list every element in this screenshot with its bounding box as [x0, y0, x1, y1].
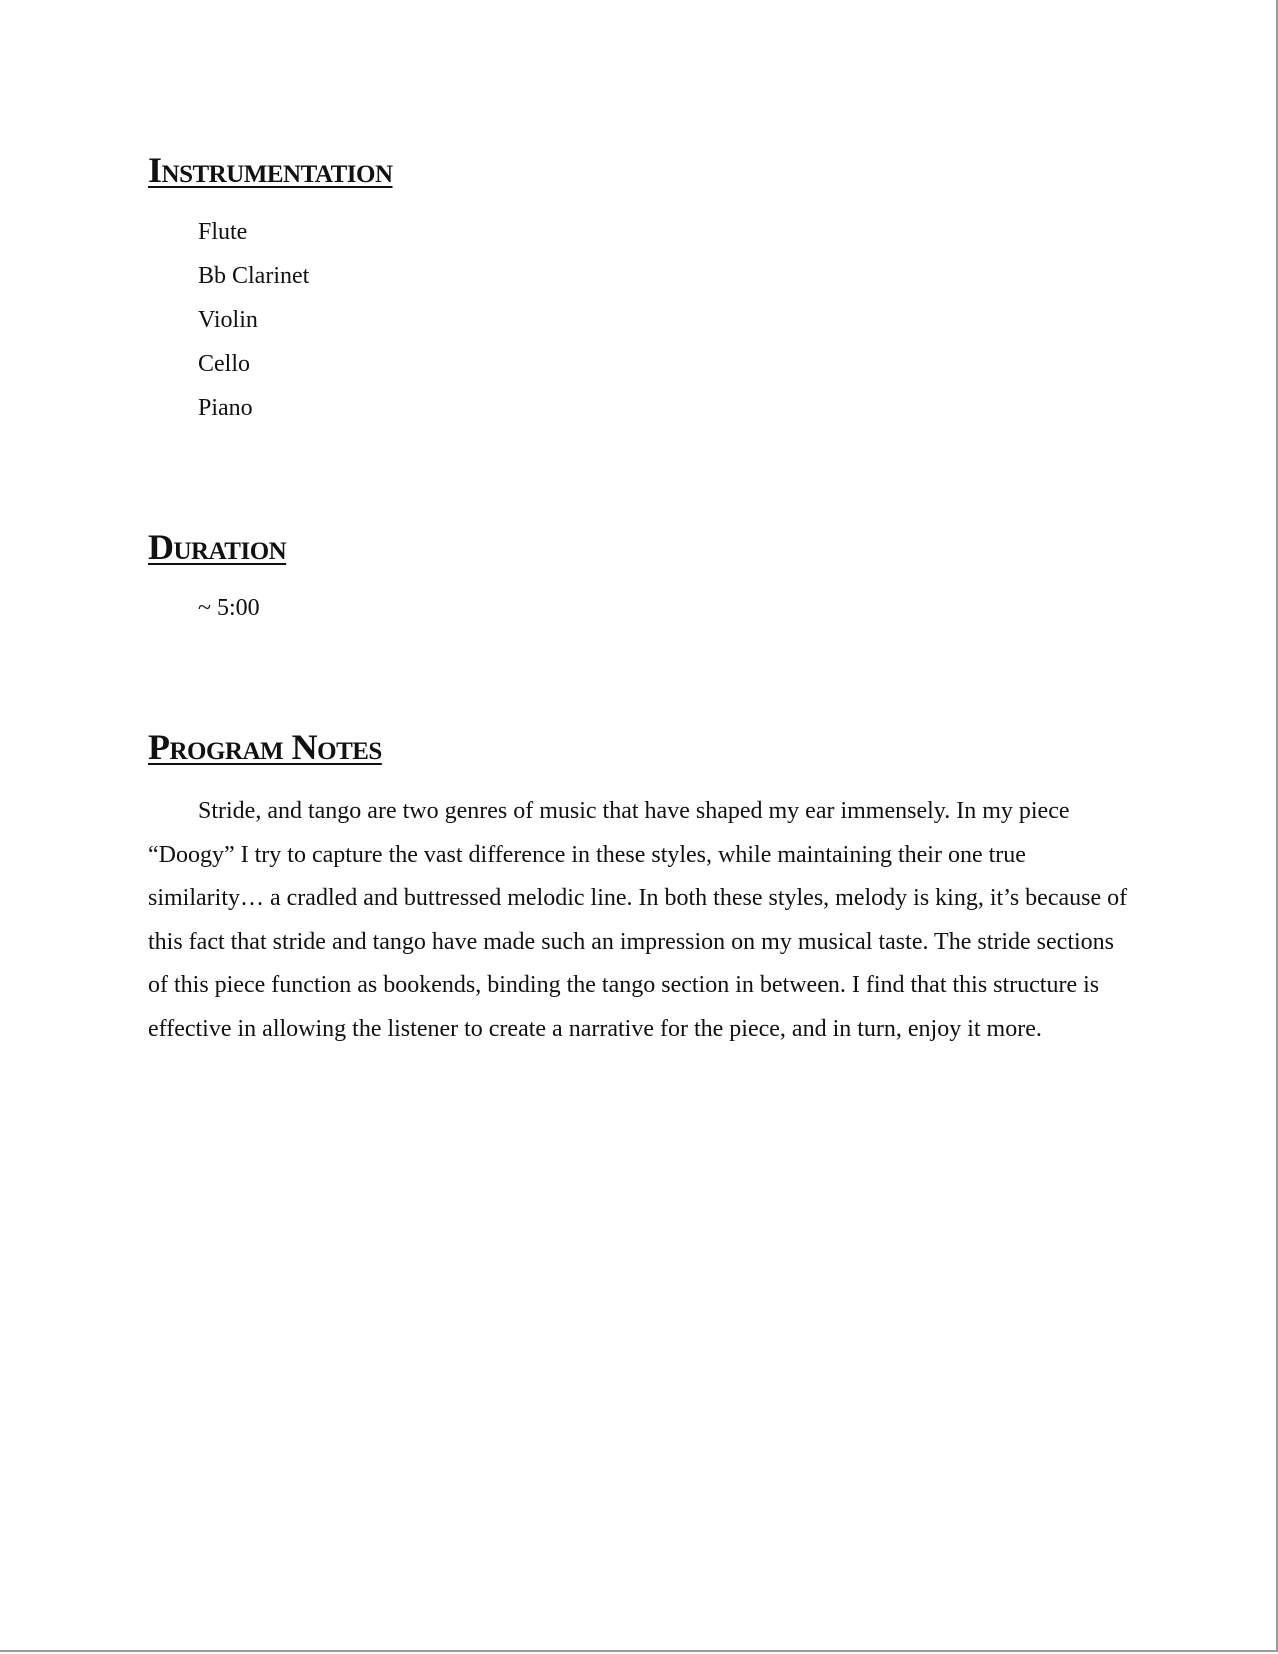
program-notes-text: Stride, and tango are two genres of music that have shaped my ear immensely. In my piece “Doogy” I try to capture the vast difference in these styles, while maintaining their one true similarity… a cradled and buttressed melodic line. In both these styles, melody is king, it’s because of this fact that stride and tango have made such an impression on my musical taste. The stride sections of this piece function as bookends, binding the tango section in between. I find that this structure is effective in allowing the listener to create a narrative for the piece, and in turn, enjoy it more.	[148, 798, 1128, 1042]
instrument-item: Violin	[198, 307, 258, 333]
instrument-item: Bb Clarinet	[198, 263, 310, 289]
instrumentation-list	[198, 214, 309, 434]
instrument-item: Flute	[198, 219, 248, 245]
duration-heading: Duration	[148, 527, 287, 567]
instrument-item: Cello	[198, 351, 250, 377]
instrumentation-heading: Instrumentation	[148, 150, 393, 190]
program-notes-heading: Program Notes	[148, 727, 382, 767]
duration-value: ~ 5:00	[198, 595, 260, 621]
instrument-item: Piano	[198, 395, 253, 421]
